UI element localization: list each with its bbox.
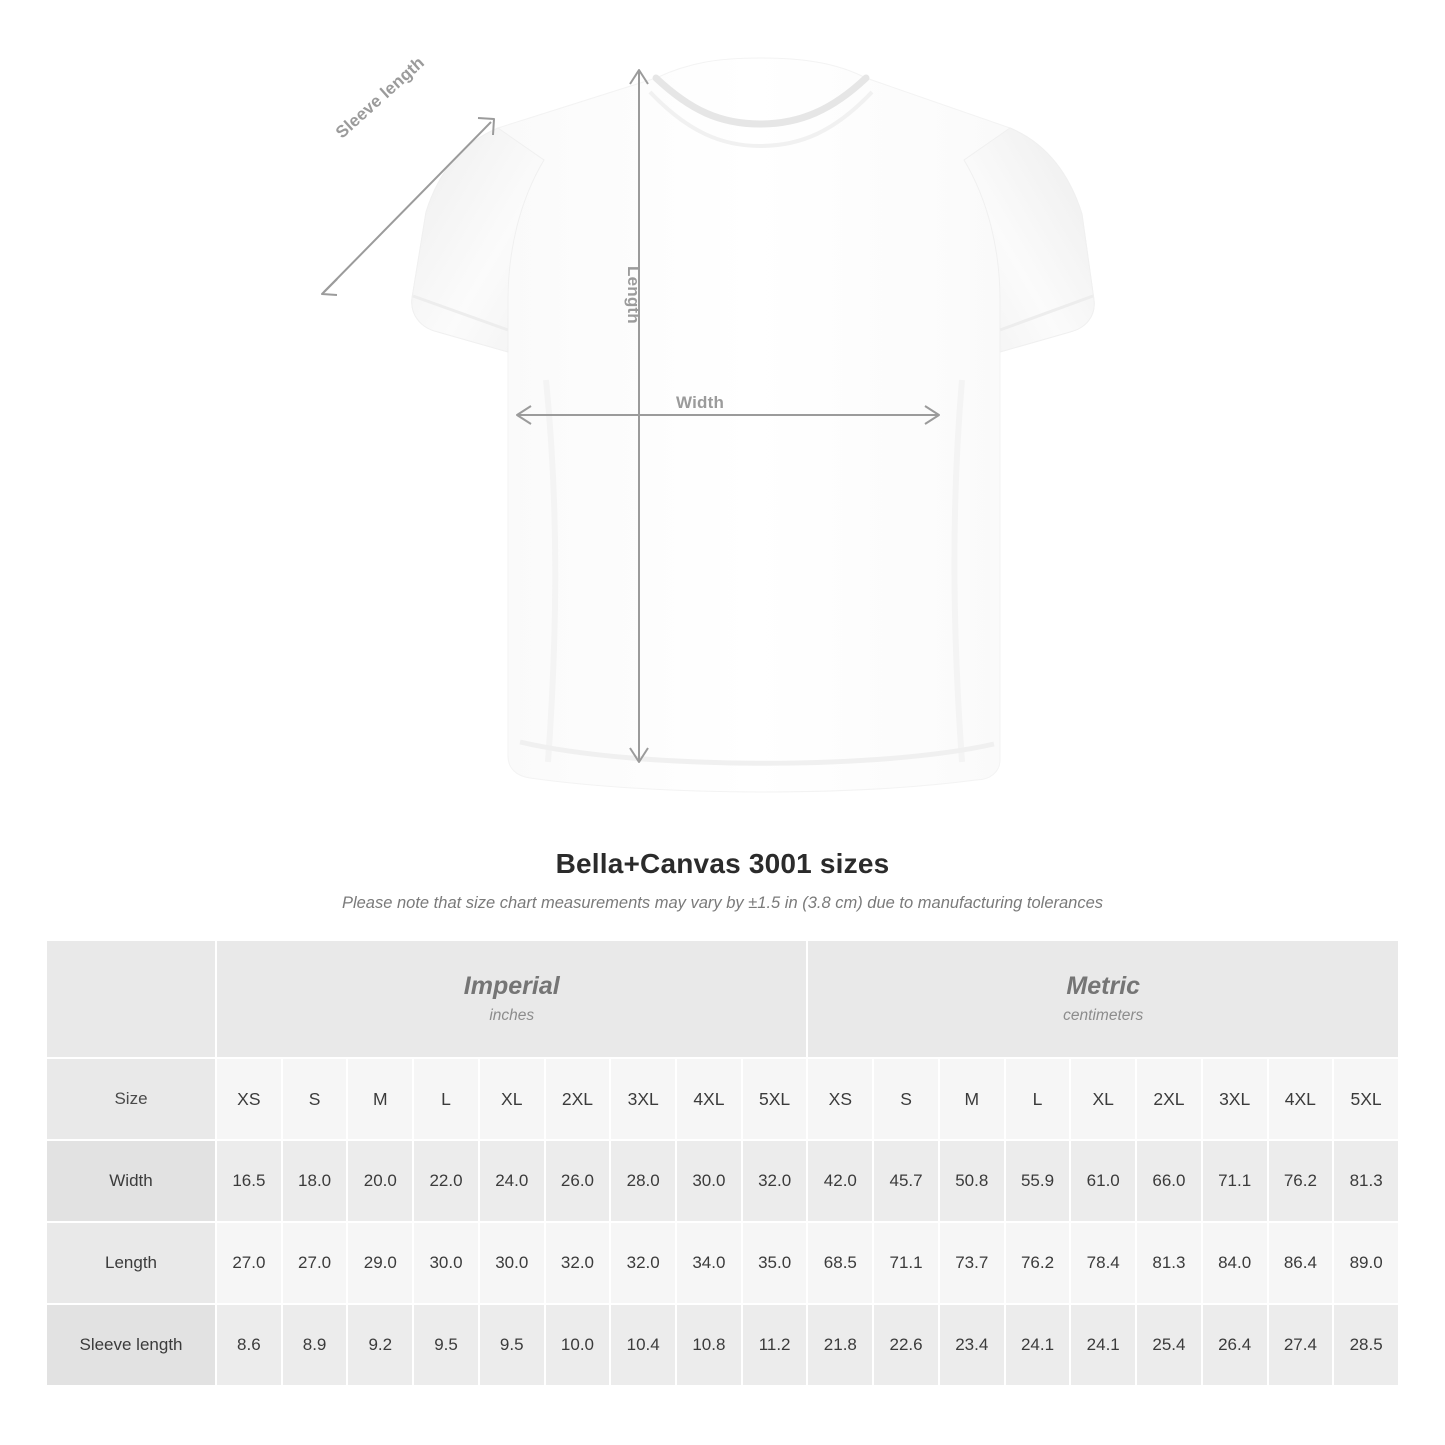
table-cell: 21.8 (807, 1304, 873, 1386)
table-cell: 66.0 (1136, 1140, 1202, 1222)
table-cell: 23.4 (939, 1304, 1005, 1386)
table-cell: 28.5 (1333, 1304, 1399, 1386)
table-cell: 86.4 (1268, 1222, 1334, 1304)
table-cell: 89.0 (1333, 1222, 1399, 1304)
unit-group-metric-sub: centimeters (1063, 1007, 1144, 1025)
size-chart-table-wrapper (45, 939, 1400, 1387)
column-header-cell: L (413, 1058, 479, 1140)
table-header-row (46, 1058, 1399, 1140)
row-header-length: Length (46, 1222, 216, 1304)
column-header-cell: S (282, 1058, 348, 1140)
table-cell: 35.0 (742, 1222, 808, 1304)
column-header-cell: XL (479, 1058, 545, 1140)
table-cell: 30.0 (479, 1222, 545, 1304)
table-cell: 11.2 (742, 1304, 808, 1386)
table-cell: 22.0 (413, 1140, 479, 1222)
table-cell: 30.0 (413, 1222, 479, 1304)
table-cell: 10.0 (545, 1304, 611, 1386)
table-cell: 24.0 (479, 1140, 545, 1222)
page-title: Bella+Canvas 3001 sizes (555, 848, 890, 879)
row-header-size: Size (46, 1058, 216, 1140)
table-cell: 8.9 (282, 1304, 348, 1386)
table-cell: 50.8 (939, 1140, 1005, 1222)
table-cell: 76.2 (1268, 1140, 1334, 1222)
table-cell: 84.0 (1202, 1222, 1268, 1304)
column-header-cell: 3XL (610, 1058, 676, 1140)
table-cell: 27.4 (1268, 1304, 1334, 1386)
table-cell: 81.3 (1333, 1140, 1399, 1222)
row-header-width: Width (46, 1140, 216, 1222)
column-header-cell: XS (807, 1058, 873, 1140)
table-cell: 26.4 (1202, 1304, 1268, 1386)
table-cell: 32.0 (742, 1140, 808, 1222)
table-cell: 10.4 (610, 1304, 676, 1386)
table-cell: 71.1 (1202, 1140, 1268, 1222)
column-header-cell: XS (216, 1058, 282, 1140)
width-dimension-label: Width (676, 393, 725, 412)
table-cell: 16.5 (216, 1140, 282, 1222)
table-cell: 26.0 (545, 1140, 611, 1222)
table-cell: 55.9 (1005, 1140, 1071, 1222)
table-cell: 25.4 (1136, 1304, 1202, 1386)
table-cell: 76.2 (1005, 1222, 1071, 1304)
table-cell: 9.2 (347, 1304, 413, 1386)
table-cell: 22.6 (873, 1304, 939, 1386)
unit-group-metric-name: Metric (1066, 971, 1141, 1000)
column-header-cell: M (939, 1058, 1005, 1140)
table-cell: 9.5 (413, 1304, 479, 1386)
table-row (46, 1304, 1399, 1386)
table-cell: 45.7 (873, 1140, 939, 1222)
unit-group-row (46, 940, 1399, 1058)
table-cell: 27.0 (282, 1222, 348, 1304)
unit-group-imperial-name: Imperial (463, 971, 560, 1000)
column-header-cell: XL (1070, 1058, 1136, 1140)
table-cell: 29.0 (347, 1222, 413, 1304)
table-cell: 68.5 (807, 1222, 873, 1304)
table-cell: 9.5 (479, 1304, 545, 1386)
table-row (46, 1222, 1399, 1304)
table-cell: 61.0 (1070, 1140, 1136, 1222)
table-cell: 81.3 (1136, 1222, 1202, 1304)
column-header-cell: 4XL (676, 1058, 742, 1140)
column-header-cell: 4XL (1268, 1058, 1334, 1140)
unit-group-imperial (216, 940, 807, 1058)
table-cell: 34.0 (676, 1222, 742, 1304)
table-cell: 10.8 (676, 1304, 742, 1386)
tolerance-note: Please note that size chart measurements may vary by ±1.5 in (3.8 cm) due to manufacturing tolerances (341, 894, 1104, 912)
table-cell: 32.0 (545, 1222, 611, 1304)
table-cell: 24.1 (1070, 1304, 1136, 1386)
table-cell: 28.0 (610, 1140, 676, 1222)
column-header-cell: M (347, 1058, 413, 1140)
column-header-cell: S (873, 1058, 939, 1140)
table-cell: 8.6 (216, 1304, 282, 1386)
table-cell: 18.0 (282, 1140, 348, 1222)
sleeve-length-dimension-label: Sleeve length (332, 52, 429, 143)
table-row (46, 1140, 1399, 1222)
table-cell: 27.0 (216, 1222, 282, 1304)
column-header-cell: 2XL (545, 1058, 611, 1140)
unit-group-metric (807, 940, 1399, 1058)
table-cell: 73.7 (939, 1222, 1005, 1304)
unit-group-corner (46, 940, 216, 1058)
row-header-sleeve-length: Sleeve length (46, 1304, 216, 1386)
shirt-shape (412, 58, 1095, 792)
table-cell: 42.0 (807, 1140, 873, 1222)
table-cell: 20.0 (347, 1140, 413, 1222)
column-header-cell: 5XL (1333, 1058, 1399, 1140)
column-header-cell: 5XL (742, 1058, 808, 1140)
table-cell: 30.0 (676, 1140, 742, 1222)
table-cell: 24.1 (1005, 1304, 1071, 1386)
table-cell: 71.1 (873, 1222, 939, 1304)
length-dimension-label: Length (624, 266, 643, 324)
table-cell: 78.4 (1070, 1222, 1136, 1304)
column-header-cell: L (1005, 1058, 1071, 1140)
table-cell: 32.0 (610, 1222, 676, 1304)
column-header-cell: 3XL (1202, 1058, 1268, 1140)
unit-group-imperial-sub: inches (489, 1007, 535, 1025)
column-header-cell: 2XL (1136, 1058, 1202, 1140)
size-chart-table (45, 939, 1400, 1387)
